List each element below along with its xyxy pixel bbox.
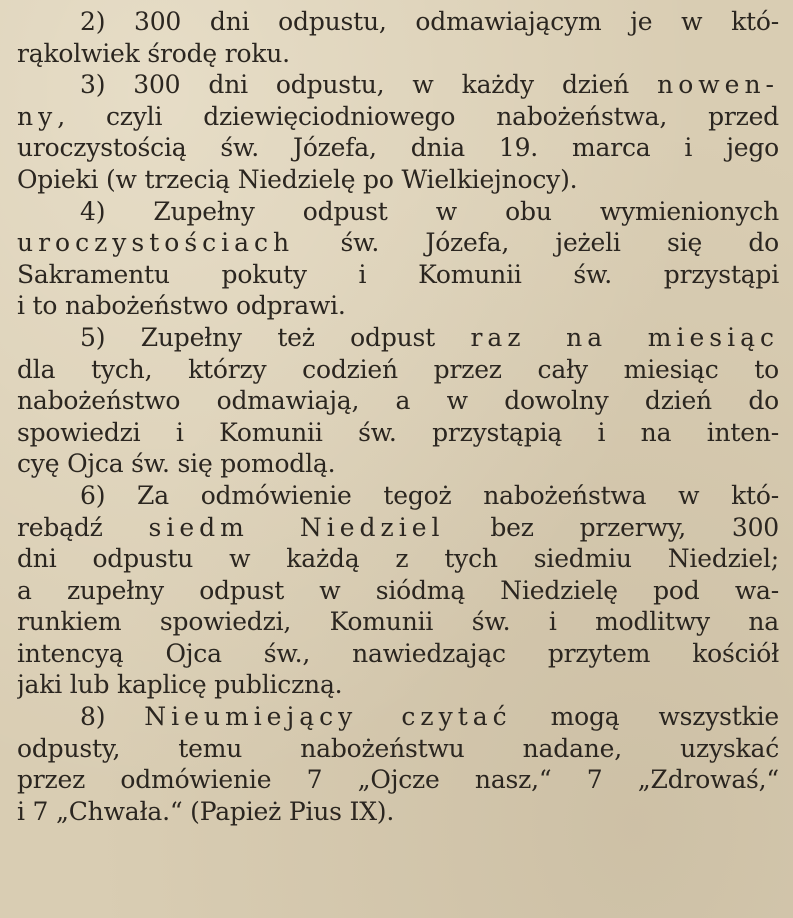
paragraph-p8 xyxy=(17,701,779,827)
text-segment: 8) xyxy=(80,702,145,732)
text-segment: a zupełny odpust w siódmą Niedzielę pod wa- xyxy=(17,575,779,605)
paragraph-p3 xyxy=(17,69,779,195)
text-line xyxy=(17,764,779,796)
text-line xyxy=(17,543,779,575)
text-segment: dla tych, którzy codzień przez cały miesiąc to xyxy=(17,354,779,384)
text-line xyxy=(17,227,779,259)
text-line xyxy=(17,448,779,480)
text-line xyxy=(17,290,779,322)
text-line xyxy=(17,638,779,670)
text-segment: jaki lub kaplicę publiczną. xyxy=(17,670,343,700)
text-line xyxy=(17,701,779,733)
text-line xyxy=(17,322,779,354)
text-segment: Sakramentu pokuty i Komunii św. przystąpi xyxy=(17,259,779,289)
text-segment: intencyą Ojca św., nawiedzając przytem kościół xyxy=(17,638,779,668)
text-line xyxy=(17,385,779,417)
text-segment: św. Józefa, jeżeli się do xyxy=(294,228,779,258)
text-segment: mogą wszystkie xyxy=(511,702,779,732)
spaced-emphasis-text: ny xyxy=(17,101,58,131)
text-line xyxy=(17,101,779,133)
text-line xyxy=(17,132,779,164)
text-segment: bez przerwy, 300 xyxy=(444,512,779,542)
text-segment: nabożeństwo odmawiają, a w dowolny dzień do xyxy=(17,386,779,416)
text-line xyxy=(17,6,779,38)
text-line xyxy=(17,164,779,196)
spaced-emphasis-text: nowen- xyxy=(657,70,779,100)
text-line xyxy=(17,196,779,228)
text-segment: 4) Zupełny odpust w obu wymienionych xyxy=(80,196,779,226)
spaced-emphasis-text: Nieumiejący czytać xyxy=(144,702,512,732)
text-segment: spowiedzi i Komunii św. przystąpią i na inten- xyxy=(17,417,779,447)
text-segment: 2) 300 dni odpustu, odmawiającym je w któ- xyxy=(80,7,779,36)
text-line xyxy=(17,259,779,291)
spaced-emphasis-text: siedm Niedziel xyxy=(148,512,445,542)
text-line xyxy=(17,69,779,101)
text-segment: Opieki (w trzecią Niedzielę po Wielkiejnocy). xyxy=(17,164,578,194)
text-segment: uroczystością św. Józefa, dnia 19. marca i jego xyxy=(17,133,779,163)
spaced-emphasis-text: uroczystościach xyxy=(17,228,295,258)
text-segment: , czyli dziewięciodniowego nabożeństwa, przed xyxy=(57,101,779,131)
text-segment: i to nabożeństwo odprawi. xyxy=(17,291,346,321)
text-line xyxy=(17,417,779,449)
paragraph-p6 xyxy=(17,480,779,701)
paragraph-p2 xyxy=(17,6,779,69)
text-line xyxy=(17,796,779,828)
text-segment: przez odmówienie 7 „Ojcze nasz,“ 7 „Zdrowaś,“ xyxy=(17,765,779,795)
paragraph-p4 xyxy=(17,196,779,322)
text-line xyxy=(17,733,779,765)
text-line xyxy=(17,480,779,512)
text-line xyxy=(17,575,779,607)
text-segment: rąkolwiek środę roku. xyxy=(17,38,290,68)
text-line xyxy=(17,512,779,544)
paragraph-p5 xyxy=(17,322,779,480)
text-line xyxy=(17,38,779,70)
document-text-body xyxy=(17,6,779,827)
text-segment: i 7 „Chwała.“ (Papież Pius IX). xyxy=(17,796,395,826)
text-segment: 5) Zupełny też odpust xyxy=(80,322,471,352)
spaced-emphasis-text: raz na miesiąc xyxy=(470,322,779,352)
text-line xyxy=(17,669,779,701)
text-line xyxy=(17,354,779,386)
text-segment: dni odpustu w każdą z tych siedmiu Niedziel; xyxy=(17,544,779,574)
text-segment: cyę Ojca św. się pomodlą. xyxy=(17,449,336,479)
text-segment: runkiem spowiedzi, Komunii św. i modlitwy na xyxy=(17,607,779,637)
text-segment: 6) Za odmówienie tegoż nabożeństwa w któ- xyxy=(80,480,779,510)
text-segment: odpusty, temu nabożeństwu nadane, uzyskać xyxy=(17,733,779,763)
text-segment: 3) 300 dni odpustu, w każdy dzień xyxy=(80,70,658,100)
text-line xyxy=(17,606,779,638)
text-segment: rebądź xyxy=(17,512,149,542)
